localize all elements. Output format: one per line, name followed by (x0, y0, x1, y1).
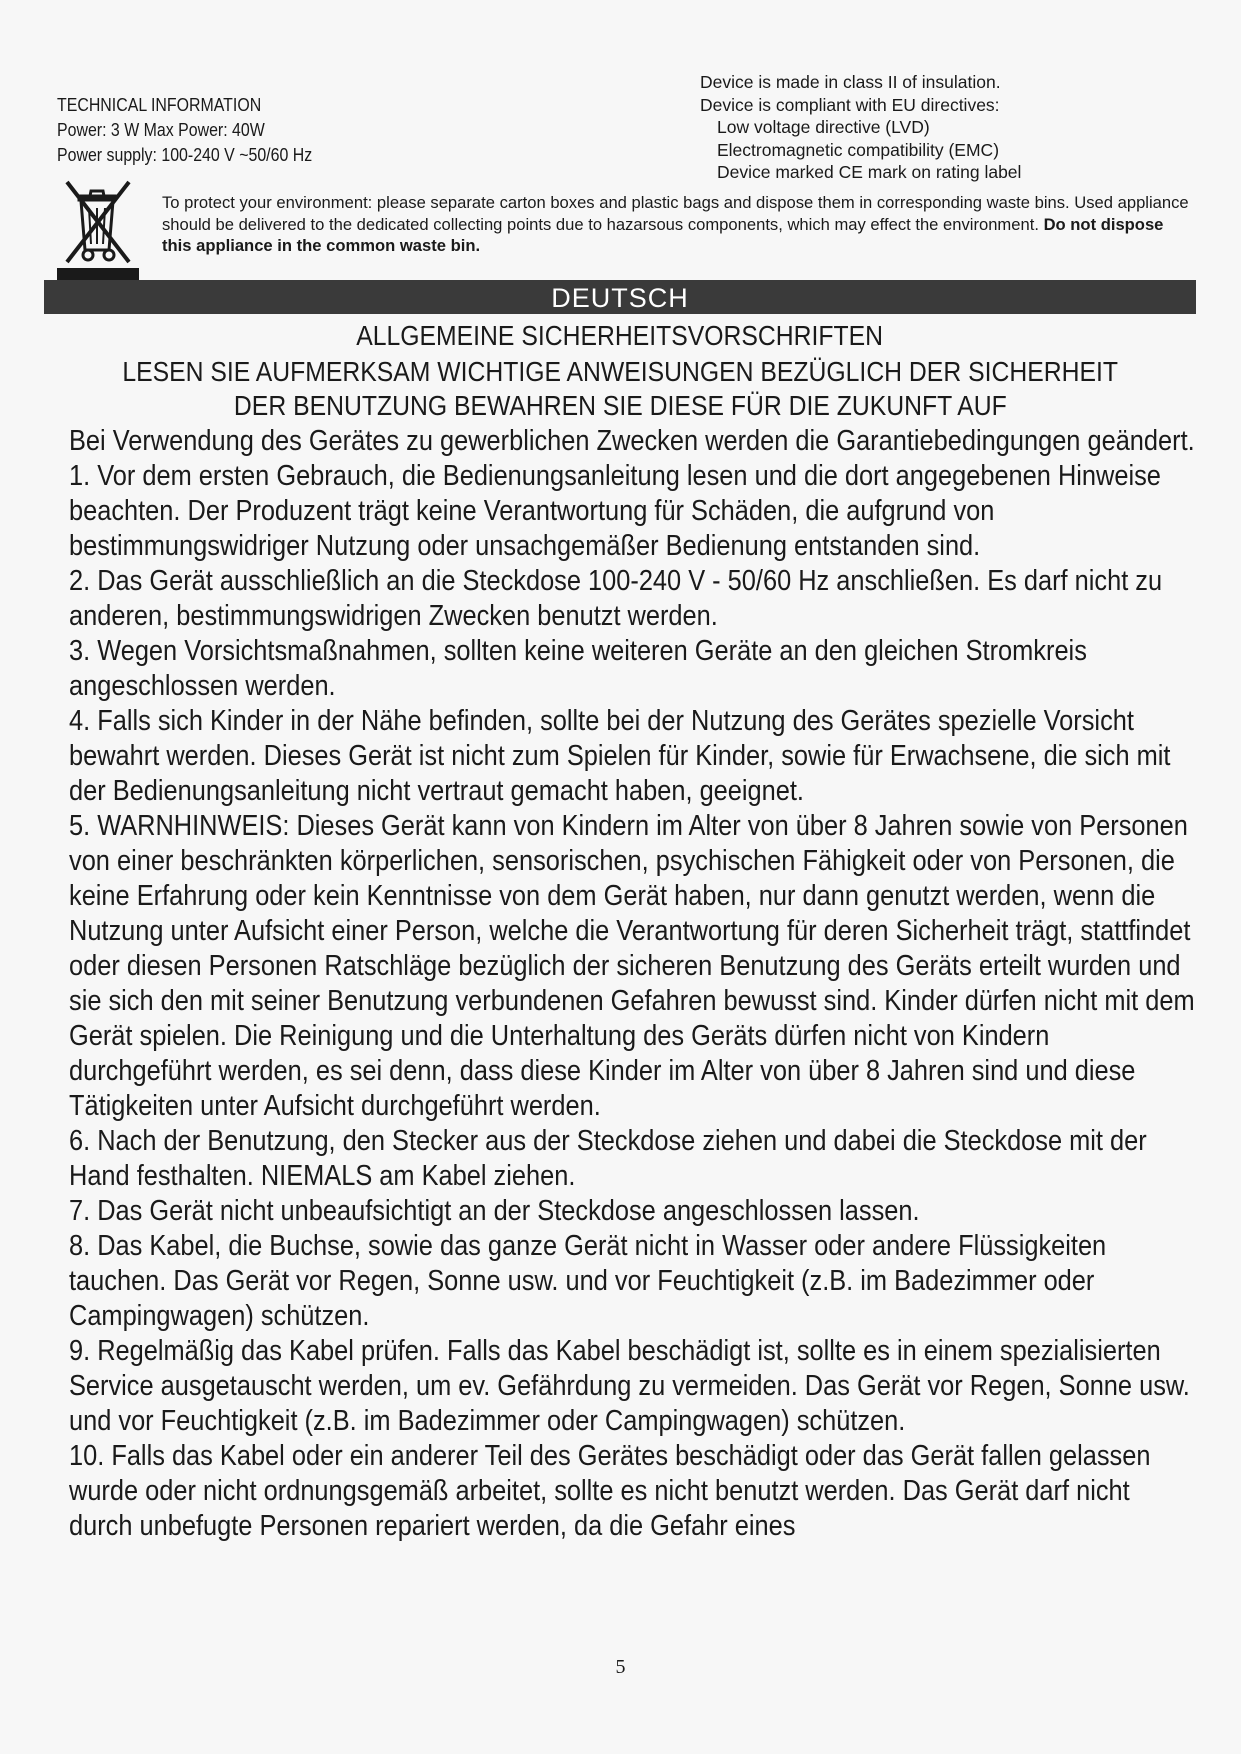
instruction-paragraph: 6. Nach der Benutzung, den Stecker aus der Steckdose ziehen und dabei die Steckdose mit der Hand festhalten. NIEMALS am Kabel ziehen. (69, 1125, 1147, 1192)
environment-warning: Do not dispose this appliance in the common waste bin. (162, 214, 1164, 255)
instruction-paragraph: 3. Wegen Vorsichtsmaßnahmen, sollten keine weiteren Geräte an den gleichen Stromkreis angeschlossen werden. (69, 635, 1087, 702)
compliance-line: Device is compliant with EU directives: (700, 94, 1000, 115)
safety-heading (44, 319, 1196, 353)
safety-instructions (69, 424, 1198, 1544)
page-number: 5 (615, 1656, 626, 1678)
compliance-line: Electromagnetic compatibility (EMC) (717, 139, 1000, 160)
instruction-paragraph: 1. Vor dem ersten Gebrauch, die Bedienungsanleitung lesen und die dort angegebenen Hinweise beachten. Der Produzent trägt keine Verantwortung für Schäden, die aufgrund von bestimmungswidriger Nutzung oder unsachgemäßer Bedienung entstanden sind. (69, 460, 1161, 562)
instruction-paragraph: 9. Regelmäßig das Kabel prüfen. Falls das Kabel beschädigt ist, sollte es in einem spezialisierten Service ausgetauscht werden, um ev. Gefährdung zu vermeiden. Das Gerät vor Regen, Sonne usw. und vor Feuchtigkeit (z.B. im Badezimmer oder Campingwagen) schützen. (69, 1335, 1190, 1437)
heading-text: DER BENUTZUNG BEWAHREN SIE DIESE FÜR DIE ZUKUNFT AUF (233, 390, 1007, 421)
instruction-paragraph: 7. Das Gerät nicht unbeaufsichtigt an der Steckdose angeschlossen lassen. (69, 1195, 920, 1227)
crossed-out-wheelie-bin-icon (57, 176, 139, 280)
language-band: DEUTSCH (44, 280, 1196, 314)
technical-information (57, 92, 477, 167)
instruction-paragraph: Bei Verwendung des Gerätes zu gewerblichen Zwecken werden die Garantiebedingungen geändert. (69, 425, 1195, 457)
compliance-info (700, 71, 1180, 184)
environment-text: To protect your environment: please separate carton boxes and plastic bags and dispose them in corresponding waste bins. Used appliance should be delivered to the dedicated collecting points due to hazarsous components, which may effect the environment. (162, 193, 1189, 234)
environment-notice (162, 192, 1197, 257)
heading-text: LESEN SIE AUFMERKSAM WICHTIGE ANWEISUNGEN BEZÜGLICH DER SICHERHEIT (122, 356, 1118, 387)
safety-subheading (44, 355, 1196, 389)
instruction-paragraph: 10. Falls das Kabel oder ein anderer Teil des Gerätes beschädigt oder das Gerät fallen gelassen wurde oder nicht ordnungsgemäß arbeitet, sollte es nicht benutzt werden. Das Gerät darf nicht durch unbefugte Personen repariert werden, da die Gefahr eines (69, 1440, 1151, 1542)
instruction-paragraph: 4. Falls sich Kinder in der Nähe befinden, sollte bei der Nutzung des Gerätes spezielle Vorsicht bewahrt werden. Dieses Gerät ist nicht zum Spielen für Kinder, sowie für Erwachsene, die sich mit der Bedienungsanleitung nicht vertraut gemacht haben, geeignet. (69, 705, 1171, 807)
safety-subheading (44, 389, 1196, 423)
heading-text: ALLGEMEINE SICHERHEITSVORSCHRIFTEN (356, 320, 884, 351)
instruction-paragraph: 5. WARNHINWEIS: Dieses Gerät kann von Kindern im Alter von über 8 Jahren sowie von Personen von einer beschränkten körperlichen, sensorischen, psychischen Fähigkeit oder von Personen, die keine Erfahrung oder kein Kenntnisse von dem Gerät haben, nur dann genutzt werden, wenn die Nutzung unter Aufsicht einer Person, welche die Verantwortung für deren Sicherheit trägt, stattfindet oder diesen Personen Ratschläge bezüglich der sicheren Benutzung des Geräts erteilt wurden und sie sich den mit seiner Benutzung verbundenen Gefahren bewusst sind. Kinder dürfen nicht mit dem Gerät spielen. Die Reinigung und die Unterhaltung des Geräts dürfen nicht von Kindern durchgeführt werden, es sei denn, dass diese Kinder im Alter von über 8 Jahren sind und diese Tätigkeiten unter Aufsicht durchgeführt werden. (69, 810, 1195, 1122)
compliance-line: Device is made in class II of insulation. (700, 72, 1001, 92)
instruction-paragraph: 8. Das Kabel, die Buchse, sowie das ganze Gerät nicht in Wasser oder andere Flüssigkeiten tauchen. Das Gerät vor Regen, Sonne usw. und vor Feuchtigkeit (z.B. im Badezimmer oder Campingwagen) schützen. (69, 1230, 1107, 1332)
compliance-line: Device marked CE mark on rating label (717, 162, 1022, 182)
technical-supply: Power supply: 100-240 V ~50/60 Hz (57, 144, 313, 165)
compliance-line: Low voltage directive (LVD) (717, 117, 930, 137)
technical-power: Power: 3 W Max Power: 40W (57, 119, 265, 140)
instruction-paragraph: 2. Das Gerät ausschließlich an die Steckdose 100-240 V - 50/60 Hz anschließen. Es darf nicht zu anderen, bestimmungswidrigen Zwecken benutzt werden. (69, 565, 1163, 632)
technical-title: TECHNICAL INFORMATION (57, 94, 262, 115)
